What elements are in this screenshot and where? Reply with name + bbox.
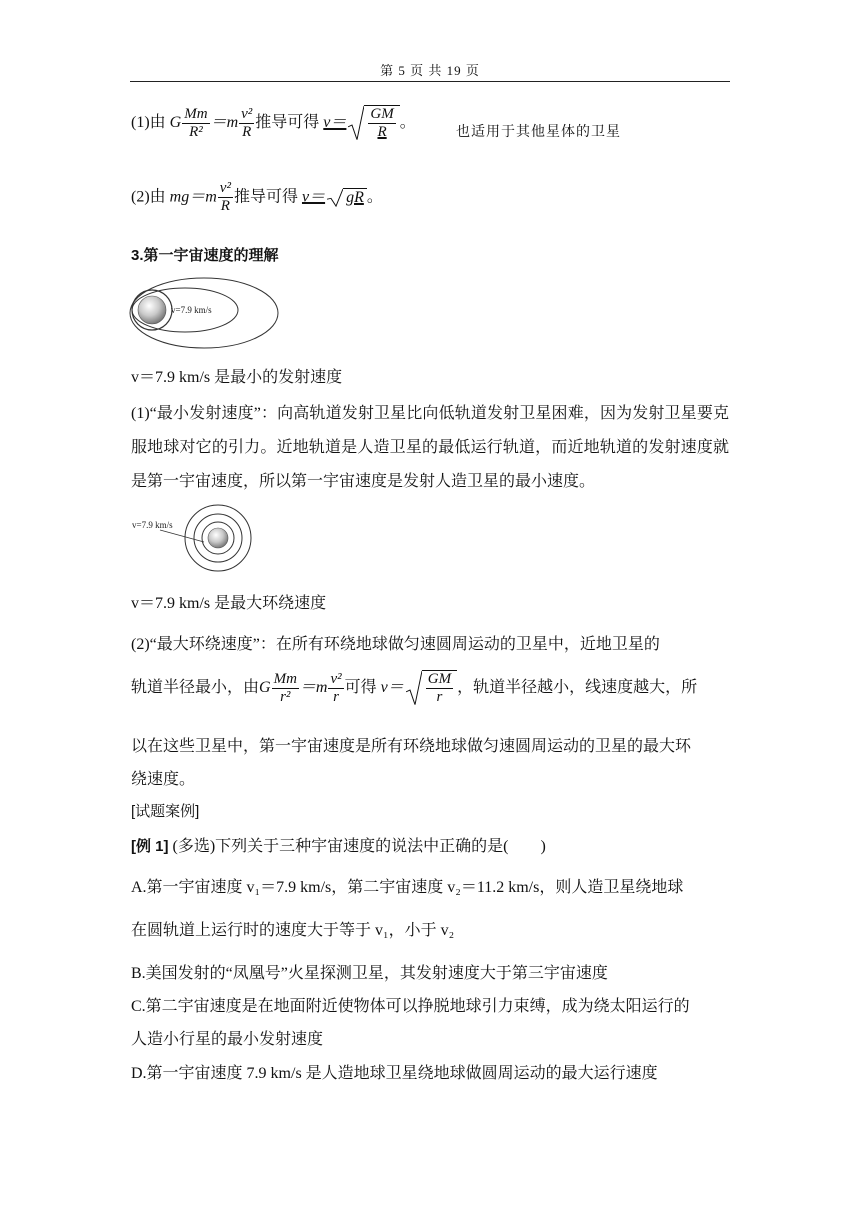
fraction-mm-r2 <box>182 106 209 142</box>
derivation-1-end: 。 <box>399 113 416 131</box>
velocity-label: v=7.9 km/s <box>171 305 212 315</box>
fraction-v2-r <box>328 671 343 707</box>
frac-num: Mm <box>273 670 297 687</box>
page-header <box>130 60 730 79</box>
earth-icon <box>138 296 166 324</box>
mg-equals-m: mg＝m <box>169 188 217 206</box>
frac-num: v² <box>241 105 253 122</box>
equals-m: ＝m <box>210 113 239 131</box>
paragraph-min-launch-speed: (1)“最小发射速度”：向高轨道发射卫星比向低轨道发射卫星困难，因为发射卫星要克服地球对它的引力。近地轨道是人造卫星的最低运行轨道，而近地轨道的发射速度就是第一宇宙速度，所以第一宇宙速度是发射人造卫星的最小速度。 <box>131 405 729 490</box>
velocity-label: v=7.9 km/s <box>132 520 173 530</box>
derivation-2 <box>131 180 383 216</box>
para-2-line-1: (2)“最大环绕速度”：在所有环绕地球做匀速圆周运动的卫星中，近地卫星的 <box>131 636 660 653</box>
earth-icon <box>208 528 228 548</box>
example-stem-text: (多选)下列关于三种宇宙速度的说法中正确的是( ) <box>172 838 546 855</box>
frac-den: R <box>368 123 395 141</box>
sqrt-body: gR <box>343 188 367 207</box>
frac-den: R² <box>182 123 209 141</box>
fraction-mm-r2 <box>272 671 299 707</box>
frac-den: R <box>218 197 233 215</box>
frac-den: r² <box>272 688 299 706</box>
derivation-2-end: 。 <box>366 188 383 206</box>
result-v: v＝ <box>301 188 326 206</box>
frac-num: GM <box>370 106 394 122</box>
label-leader-line <box>160 530 204 542</box>
frac-den: R <box>239 123 254 141</box>
fraction-v2-r <box>218 180 233 216</box>
cases-heading: [试题案例] <box>131 803 200 820</box>
section-3-title: 3.第一宇宙速度的理解 <box>131 247 279 264</box>
para-2-line-2 <box>131 670 697 707</box>
header-rule <box>130 81 730 82</box>
constant-g: G <box>169 113 182 131</box>
page-number: 第 5 页 共 19 页 <box>380 63 480 78</box>
sqrt-icon <box>327 188 343 207</box>
option-a-line-2: 在圆轨道上运行时的速度大于等于 v₁，小于 v₂ <box>131 922 455 939</box>
para-2-text-a: 轨道半径最小，由 <box>131 678 260 696</box>
para-2-line-3: 以在这些卫星中，第一宇宙速度是所有环绕地球做匀速圆周运动的卫星的最大环 <box>131 738 692 755</box>
fraction-v2-r <box>239 106 254 142</box>
frac-den: r <box>328 688 343 706</box>
derivation-1-middle: 推导可得 <box>255 113 320 131</box>
option-d: D.第一宇宙速度 7.9 km/s 是人造地球卫星绕地球做圆周运动的最大运行速度 <box>131 1065 658 1082</box>
derivation-2-prefix: (2)由 <box>131 188 166 206</box>
constant-g: G <box>259 678 271 696</box>
para-2-line-4: 绕速度。 <box>131 771 196 788</box>
derivation-2-middle: 推导可得 <box>233 188 298 206</box>
frac-num: v² <box>330 670 342 687</box>
derivation-1 <box>131 105 416 142</box>
sqrt-icon <box>406 670 422 707</box>
handwritten-note: 也适用于其他星体的卫星 <box>456 124 621 140</box>
sqrt-icon <box>348 105 364 142</box>
frac-den: r <box>426 688 453 706</box>
option-c-line-1: C.第二宇宙速度是在地面附近使物体可以挣脱地球引力束缚，成为绕太阳运行的 <box>131 998 690 1015</box>
para-2-text-b: 可得 <box>344 678 377 696</box>
result-v: v＝ <box>323 113 347 131</box>
option-c-line-2: 人造小行星的最小发射速度 <box>131 1031 324 1048</box>
orbit-diagram-1 <box>128 276 280 350</box>
para-2-text-c: ，轨道半径越小，线速度越大，所 <box>457 678 698 696</box>
caption-2: v＝7.9 km/s 是最大环绕速度 <box>131 595 327 612</box>
sqrt-gm-r <box>406 670 457 707</box>
frac-num: Mm <box>184 105 208 122</box>
example-1-stem <box>131 833 546 856</box>
sqrt-gr <box>327 188 367 207</box>
caption-1: v＝7.9 km/s 是最小的发射速度 <box>131 369 343 386</box>
equals-m: ＝m <box>299 678 328 696</box>
orbit-diagram-2 <box>130 502 264 574</box>
option-b: B.美国发射的“凤凰号”火星探测卫星，其发射速度大于第三宇宙速度 <box>131 965 608 982</box>
frac-num: v² <box>219 180 231 196</box>
derivation-1-prefix: (1)由 <box>131 113 166 131</box>
result-v: v＝ <box>380 678 404 696</box>
option-a-line-1: A.第一宇宙速度 v₁＝7.9 km/s，第二宇宙速度 v₂＝11.2 km/s，则人造卫星绕地球 <box>131 879 684 896</box>
sqrt-gm-r <box>348 105 399 142</box>
example-label: [例 1] <box>131 838 169 855</box>
frac-num: GM <box>427 671 452 687</box>
